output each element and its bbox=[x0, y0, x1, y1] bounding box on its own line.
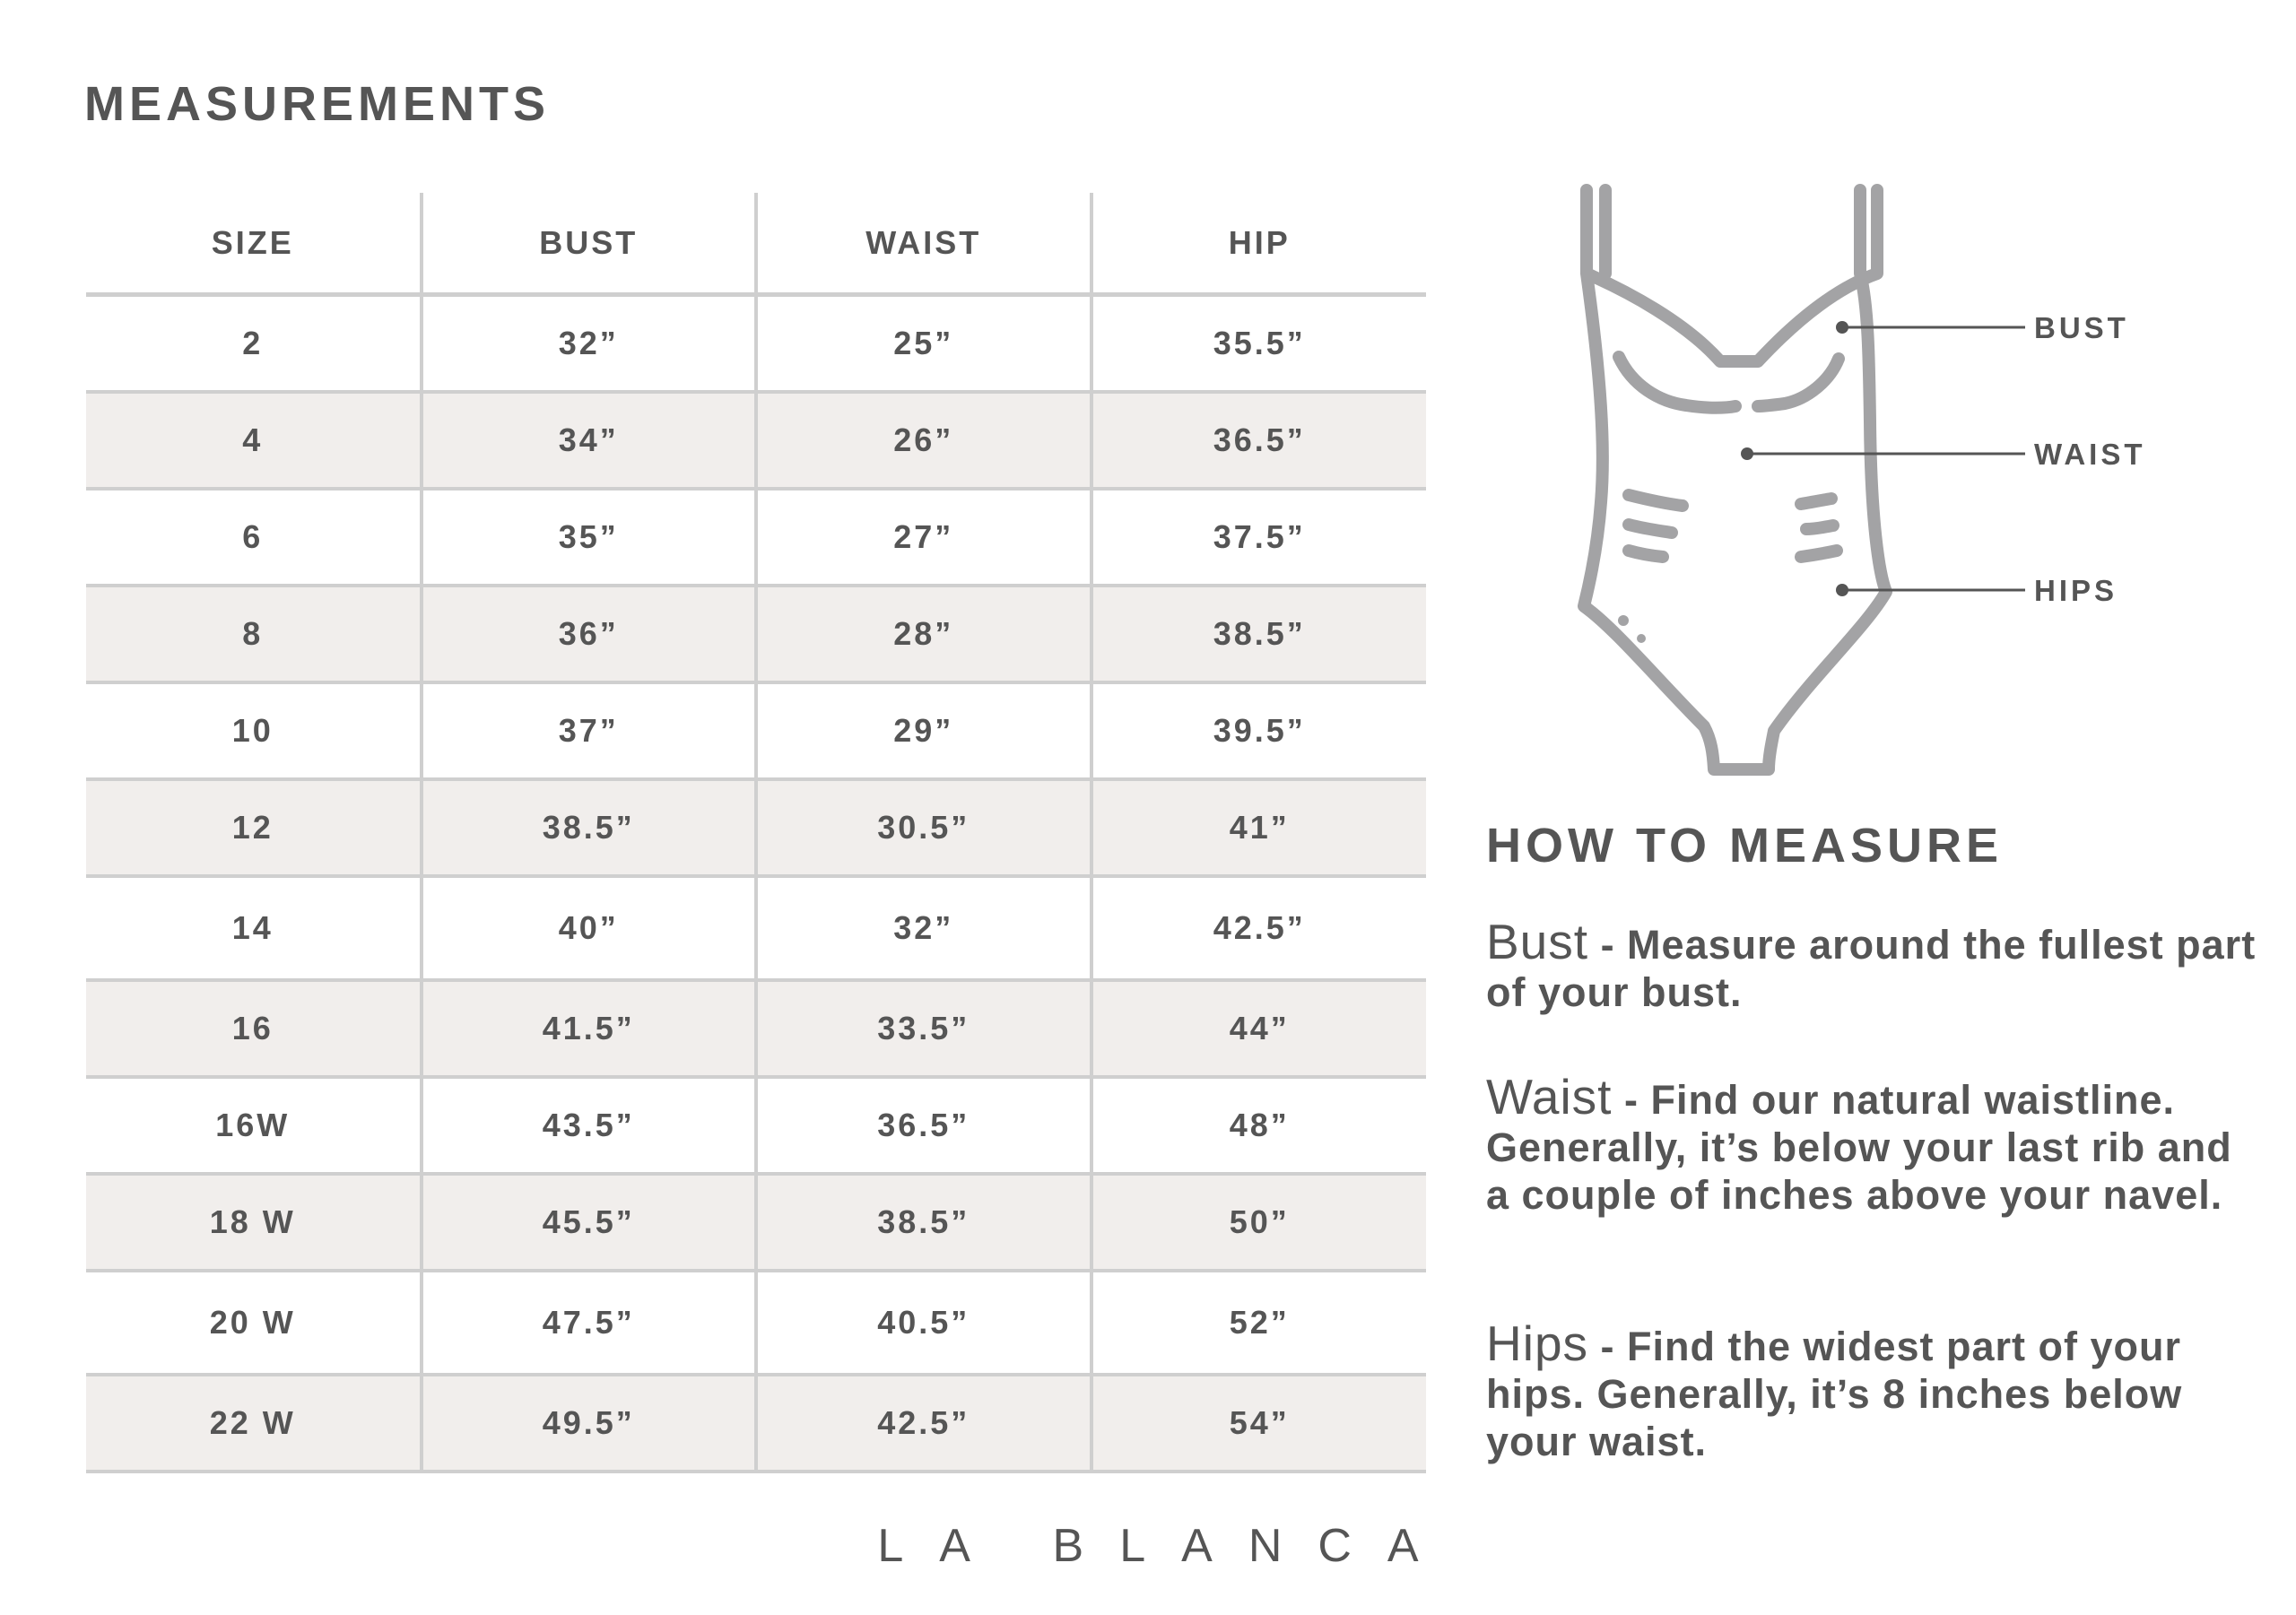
hips-description: - Find the widest part of your hips. Generally, it’s 8 inches below your waist. bbox=[1486, 1324, 2183, 1464]
table-row bbox=[86, 392, 1426, 489]
hip-cell: 39.5” bbox=[1091, 682, 1427, 779]
hip-stitch-dot bbox=[1618, 615, 1629, 626]
waist-instruction bbox=[1486, 1069, 2257, 1219]
waist-cell: 26” bbox=[756, 392, 1091, 489]
waist-cell: 38.5” bbox=[756, 1174, 1091, 1271]
waist-cell: 25” bbox=[756, 295, 1091, 393]
bust-cell: 45.5” bbox=[422, 1174, 757, 1271]
size-cell: 20 W bbox=[86, 1271, 422, 1375]
table-row bbox=[86, 779, 1426, 876]
table-row bbox=[86, 489, 1426, 586]
waist-cell: 29” bbox=[756, 682, 1091, 779]
waist-term: Waist bbox=[1486, 1069, 1613, 1124]
hip-cell: 37.5” bbox=[1091, 489, 1427, 586]
waist-cell: 36.5” bbox=[756, 1077, 1091, 1174]
hip-cell: 50” bbox=[1091, 1174, 1427, 1271]
bust-cell: 38.5” bbox=[422, 779, 757, 876]
size-cell: 8 bbox=[86, 586, 422, 682]
waist-description: - Find our natural waistline. Generally, it’s below your last rib and a couple of inches above your navel. bbox=[1486, 1077, 2232, 1218]
hip-cell: 52” bbox=[1091, 1271, 1427, 1375]
table-row bbox=[86, 1375, 1426, 1472]
size-cell: 22 W bbox=[86, 1375, 422, 1472]
bust-cell: 41.5” bbox=[422, 980, 757, 1077]
size-cell: 2 bbox=[86, 295, 422, 393]
bust-cell: 32” bbox=[422, 295, 757, 393]
bust-term: Bust bbox=[1486, 914, 1589, 969]
swimsuit-outline bbox=[1584, 190, 1886, 769]
bust-description: - Measure around the fullest part of your bust. bbox=[1486, 922, 2257, 1015]
table-row bbox=[86, 1174, 1426, 1271]
left-ruche-3 bbox=[1629, 551, 1663, 557]
bust-label: BUST bbox=[2034, 311, 2129, 344]
size-cell: 12 bbox=[86, 779, 422, 876]
waist-label: WAIST bbox=[2034, 438, 2146, 471]
swimsuit-diagram bbox=[1561, 175, 2188, 794]
waist-pointer-dot bbox=[1741, 447, 1753, 460]
size-cell: 16 bbox=[86, 980, 422, 1077]
hip-cell: 54” bbox=[1091, 1375, 1427, 1472]
waist-cell: 30.5” bbox=[756, 779, 1091, 876]
waist-cell: 40.5” bbox=[756, 1271, 1091, 1375]
bust-cell: 43.5” bbox=[422, 1077, 757, 1174]
bust-instruction bbox=[1486, 914, 2257, 1016]
table-row bbox=[86, 1077, 1426, 1174]
table-row bbox=[86, 1271, 1426, 1375]
right-ruche-2 bbox=[1806, 525, 1833, 529]
waist-cell: 33.5” bbox=[756, 980, 1091, 1077]
how-to-measure-heading: HOW TO MEASURE bbox=[1486, 819, 2004, 873]
size-cell: 14 bbox=[86, 876, 422, 980]
hip-cell: 48” bbox=[1091, 1077, 1427, 1174]
hip-cell: 36.5” bbox=[1091, 392, 1427, 489]
hip-cell: 38.5” bbox=[1091, 586, 1427, 682]
bust-cell: 35” bbox=[422, 489, 757, 586]
size-cell: 10 bbox=[86, 682, 422, 779]
bust-pointer-dot bbox=[1836, 321, 1848, 334]
table-row bbox=[86, 682, 1426, 779]
bust-cell: 49.5” bbox=[422, 1375, 757, 1472]
hip-stitch-dot bbox=[1637, 634, 1646, 643]
size-cell: 4 bbox=[86, 392, 422, 489]
bust-cell: 47.5” bbox=[422, 1271, 757, 1375]
hip-cell: 42.5” bbox=[1091, 876, 1427, 980]
column-header-size: SIZE bbox=[86, 193, 422, 295]
hips-instruction bbox=[1486, 1315, 2257, 1465]
left-ruche-1 bbox=[1629, 495, 1683, 506]
hip-cell: 44” bbox=[1091, 980, 1427, 1077]
hips-term: Hips bbox=[1486, 1315, 1589, 1371]
waist-cell: 32” bbox=[756, 876, 1091, 980]
column-header-waist: WAIST bbox=[756, 193, 1091, 295]
page-title: MEASUREMENTS bbox=[84, 77, 551, 131]
size-cell: 6 bbox=[86, 489, 422, 586]
size-cell: 18 W bbox=[86, 1174, 422, 1271]
table-row bbox=[86, 876, 1426, 980]
table-row bbox=[86, 295, 1426, 393]
hip-cell: 35.5” bbox=[1091, 295, 1427, 393]
size-cell: 16W bbox=[86, 1077, 422, 1174]
brand-logo: LA BLANCA bbox=[877, 1520, 1455, 1572]
right-cup-line bbox=[1758, 359, 1839, 406]
left-ruche-2 bbox=[1629, 525, 1672, 533]
column-header-hip: HIP bbox=[1091, 193, 1427, 295]
column-header-bust: BUST bbox=[422, 193, 757, 295]
table-header-row bbox=[86, 193, 1426, 295]
size-chart-table bbox=[86, 193, 1426, 1473]
bust-cell: 36” bbox=[422, 586, 757, 682]
waist-cell: 28” bbox=[756, 586, 1091, 682]
waist-cell: 27” bbox=[756, 489, 1091, 586]
bust-cell: 37” bbox=[422, 682, 757, 779]
right-ruche-3 bbox=[1801, 551, 1837, 557]
table-row bbox=[86, 586, 1426, 682]
hips-label: HIPS bbox=[2034, 574, 2118, 607]
hip-cell: 41” bbox=[1091, 779, 1427, 876]
bust-cell: 34” bbox=[422, 392, 757, 489]
hips-pointer-dot bbox=[1836, 584, 1848, 596]
waist-cell: 42.5” bbox=[756, 1375, 1091, 1472]
right-ruche-1 bbox=[1801, 499, 1831, 504]
table-row bbox=[86, 980, 1426, 1077]
bust-cell: 40” bbox=[422, 876, 757, 980]
